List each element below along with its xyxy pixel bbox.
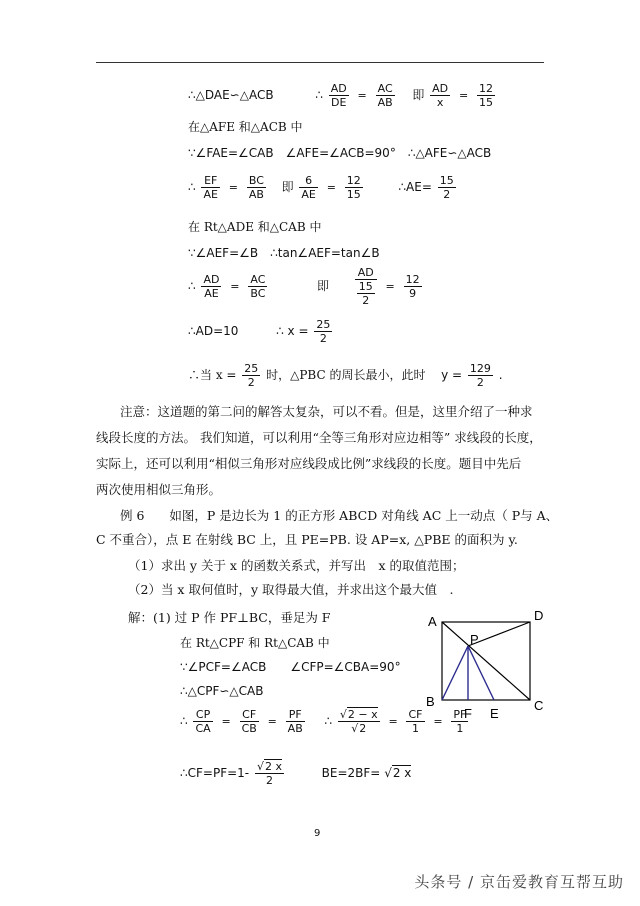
solution-line-3: ∵∠PCF=∠ACB ∠CFP=∠CBA=90°	[180, 660, 401, 674]
line-ratio-ad-ae	[188, 266, 424, 307]
segment-pe	[468, 646, 494, 700]
fraction-sqrt: $\frac{√2 x}{2}$	[256, 760, 282, 787]
line-in-afe-acb: 在△AFE 和△ACB 中	[188, 120, 303, 134]
ae-equals: ∴AE=	[398, 180, 432, 194]
equals-sign: =	[228, 180, 238, 194]
diagonal-ac	[442, 622, 530, 700]
fraction: $\frac{15}{2}$	[439, 174, 454, 201]
line-tan-equal: ∵∠AEF=∠B ∴tan∠AEF=tan∠B	[188, 246, 380, 260]
fraction: $\frac{AC}{AB}$	[377, 82, 393, 109]
ji-word: 即	[281, 180, 294, 194]
equals-sign: =	[221, 714, 231, 728]
label-a: A	[428, 614, 437, 629]
ad-value: ∴AD=10	[188, 324, 239, 338]
solution-line-1: 解：(1) 过 P 作 PF⊥BC，垂足为 F	[128, 610, 331, 625]
equals-sign: =	[385, 279, 395, 293]
note-line-1: 注意：这道题的第二问的解答太复杂，可以不看。但是，这里介绍了一种求	[120, 404, 533, 419]
label-e: E	[490, 706, 499, 721]
example-line-2: C 不重合），点 E 在射线 BC 上，且 PE=PB. 设 AP=x, △PBE 的面积为 y.	[96, 532, 518, 547]
be-text: BE=2BF=	[321, 766, 381, 780]
note-line-2: 线段长度的方法。 我们知道，可以利用“全等三角形对应边相等” 求线段的长度，	[96, 430, 542, 445]
ji-word: 即	[412, 88, 425, 102]
fraction: $\frac{BC}{AB}$	[248, 174, 264, 201]
therefore-symbol: ∴	[188, 180, 196, 194]
line-in-rt-ade: 在 Rt△ADE 和△CAB 中	[188, 220, 322, 234]
equals-sign: =	[230, 279, 240, 293]
statement-text: ∴△DAE∽△ACB	[188, 88, 274, 102]
conclusion-text: 时，△PBC 的周长最小，此时	[266, 368, 426, 382]
fraction: $\frac{6}{AE}$	[301, 174, 316, 201]
fraction: $\frac{25}{2}$	[244, 362, 259, 389]
equals-sign: =	[326, 180, 336, 194]
sqrt-value: 2 x	[392, 766, 412, 780]
y-equals: y =	[441, 368, 463, 382]
when-x: ∴当 x =	[188, 368, 237, 382]
fraction: $\frac{12}{15}$	[346, 174, 361, 201]
line-conclusion	[188, 362, 503, 389]
example-question-1: （1）求出 y 关于 x 的函数关系式，并写出 x 的取值范围；	[128, 558, 465, 573]
label-f: F	[464, 706, 472, 721]
compound-fraction: $\frac{AD}{\frac{15}{2}}$	[355, 266, 377, 307]
fraction: $\frac{PF}{1}$	[453, 708, 467, 735]
header-rule	[96, 62, 544, 63]
note-line-4: 两次使用相似三角形。	[96, 482, 222, 497]
fraction-sqrt: $\frac{√2 - x}{√2}$	[339, 708, 378, 735]
page-number: 9	[314, 828, 321, 839]
segment-pb	[442, 646, 468, 700]
fraction: $\frac{CF}{CB}$	[241, 708, 257, 735]
ji-word: 即	[317, 279, 330, 293]
solution-line-2: 在 Rt△CPF 和 Rt△CAB 中	[180, 636, 330, 650]
equals-sign: =	[433, 714, 443, 728]
therefore-symbol: ∴	[315, 88, 323, 102]
solution-cf-line	[180, 760, 411, 787]
equals-sign: =	[388, 714, 398, 728]
fraction: $\frac{CF}{1}$	[408, 708, 423, 735]
line-ad-10	[188, 318, 334, 345]
therefore-symbol: ∴	[180, 714, 188, 728]
fraction: $\frac{12}{9}$	[405, 273, 420, 300]
equals-sign: =	[267, 714, 277, 728]
fraction: $\frac{CP}{CA}$	[195, 708, 211, 735]
label-p: P	[470, 632, 479, 647]
line-similar-dae-acb	[188, 82, 497, 109]
example-line-1: 例 6 如图，P 是边长为 1 的正方形 ABCD 对角线 AC 上一动点（ P与 A、	[120, 508, 559, 523]
x-equals: ∴ x =	[276, 324, 309, 338]
cf-pf-text: ∴CF=PF=1-	[180, 766, 250, 780]
note-line-3: 实际上，还可以利用“相似三角形对应线段成比例”求线段的长度。题目中先后	[96, 456, 522, 471]
sqrt-symbol: √	[384, 766, 392, 780]
equals-sign: =	[458, 88, 469, 102]
fraction: $\frac{PF}{AB}$	[287, 708, 303, 735]
fraction: $\frac{AD}{x}$	[432, 82, 449, 109]
line-ratio-ef-ae	[188, 174, 458, 201]
solution-line-4: ∴△CPF∽△CAB	[180, 684, 264, 698]
fraction: $\frac{AC}{BC}$	[250, 273, 266, 300]
fraction: $\frac{AD}{DE}$	[330, 82, 347, 109]
label-c: C	[534, 698, 544, 713]
example-question-2: （2）当 x 取何值时，y 取得最大值，并求出这个最大值 .	[128, 582, 454, 597]
label-b: B	[426, 694, 435, 709]
fraction: $\frac{12}{15}$	[479, 82, 494, 109]
therefore-symbol: ∴	[188, 279, 196, 293]
period: .	[498, 368, 503, 382]
fraction: $\frac{EF}{AE}$	[203, 174, 218, 201]
therefore-symbol: ∴	[324, 714, 333, 728]
fraction: $\frac{AD}{AE}$	[203, 273, 220, 300]
fraction: $\frac{129}{2}$	[469, 362, 491, 389]
watermark: 头条号 / 京缶爱教育互帮互助	[414, 873, 624, 891]
square-figure	[420, 606, 552, 722]
line-angle-equal: ∵∠FAE=∠CAB ∠AFE=∠ACB=90° ∴△AFE∽△ACB	[188, 146, 492, 160]
label-d: D	[534, 608, 544, 623]
equals-sign: =	[357, 88, 367, 102]
fraction: $\frac{25}{2}$	[316, 318, 331, 345]
